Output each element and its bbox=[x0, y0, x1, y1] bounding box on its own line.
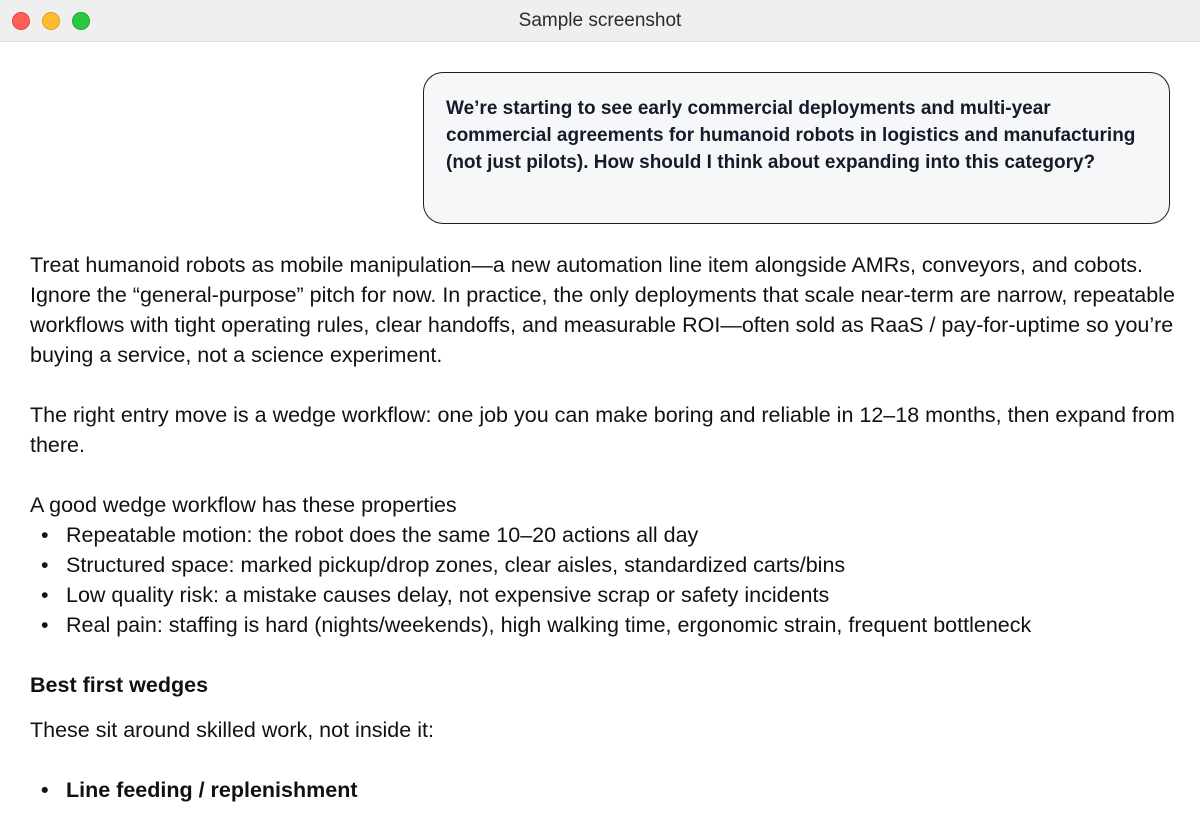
property-text: Repeatable motion: the robot does the same 10–20 actions all day bbox=[66, 523, 699, 547]
assistant-response bbox=[30, 250, 1190, 805]
title-bar bbox=[0, 0, 1200, 42]
bullet-icon: • bbox=[41, 613, 49, 637]
list-item bbox=[30, 775, 1190, 805]
wedges-list bbox=[30, 775, 1190, 805]
property-text: Structured space: marked pickup/drop zones, clear aisles, standardized carts/bins bbox=[66, 553, 846, 577]
properties-list bbox=[30, 520, 1190, 640]
list-item bbox=[30, 550, 1190, 580]
properties-intro: A good wedge workflow has these properties bbox=[30, 493, 457, 517]
list-item bbox=[30, 610, 1190, 640]
bullet-icon: • bbox=[41, 523, 49, 547]
property-text: Low quality risk: a mistake causes delay, not expensive scrap or safety incidents bbox=[66, 583, 830, 607]
answer-paragraph-2: The right entry move is a wedge workflow: one job you can make boring and reliable in 12–18 months, then expand from there. bbox=[30, 403, 1175, 457]
bullet-icon: • bbox=[41, 778, 49, 802]
user-message-bubble: We’re starting to see early commercial deployments and multi-year commercial agreements for humanoid robots in logistics and manufacturing (not just pilots). How should I think about expanding into this category? bbox=[423, 72, 1170, 224]
property-text: Real pain: staffing is hard (nights/weekends), high walking time, ergonomic strain, frequent bottleneck bbox=[66, 613, 1032, 637]
best-wedges-heading: Best first wedges bbox=[30, 673, 209, 697]
answer-paragraph-1: Treat humanoid robots as mobile manipulation—a new automation line item alongside AMRs, conveyors, and cobots. Ignore the “general-purpose” pitch for now. In practice, the only deployments that scale near-term are narrow, repeatable workflows with tight operating rules, clear handoffs, and measurable ROI—often sold as RaaS / pay-for-uptime so you’re buying a service, not a science experiment. bbox=[30, 253, 1175, 367]
conversation-area[interactable] bbox=[0, 42, 1200, 813]
list-item bbox=[30, 520, 1190, 550]
bullet-icon: • bbox=[41, 553, 49, 577]
wedge-title: Line feeding / replenishment bbox=[66, 778, 358, 802]
bullet-icon: • bbox=[41, 583, 49, 607]
list-item bbox=[30, 580, 1190, 610]
window-title: Sample screenshot bbox=[518, 10, 682, 31]
best-wedges-intro: These sit around skilled work, not inside it: bbox=[30, 718, 434, 742]
